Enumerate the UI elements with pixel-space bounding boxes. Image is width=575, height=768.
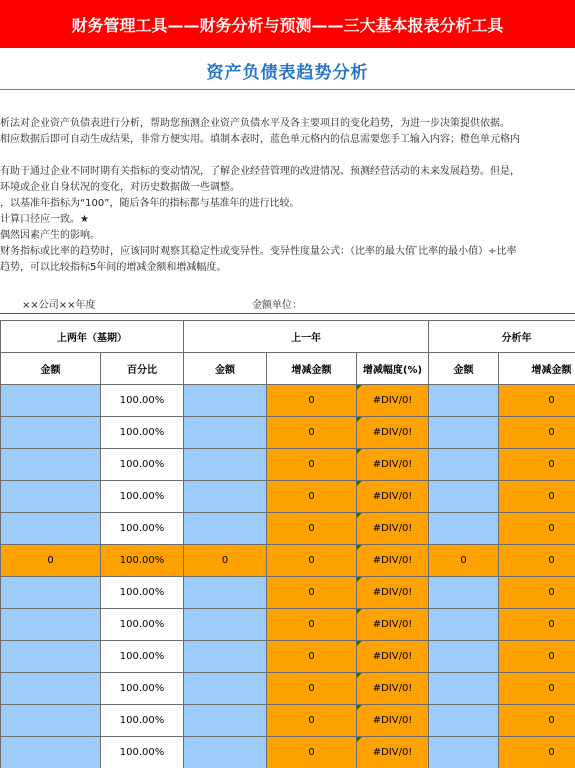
cell-amount-base[interactable]	[1, 737, 101, 768]
cell-amount-analysis[interactable]	[429, 705, 499, 737]
cell-change-prior[interactable]: 0	[267, 481, 357, 513]
group-header-prior-year: 上一年	[184, 321, 429, 353]
cell-percent-base[interactable]: 100.00%	[101, 705, 184, 737]
cell-amount-analysis[interactable]	[429, 673, 499, 705]
table-row	[1, 449, 575, 481]
cell-percent-base[interactable]: 100.00%	[101, 449, 184, 481]
cell-amount-analysis[interactable]	[429, 609, 499, 641]
note-line-8: 偶然因素产生的影响。	[0, 230, 100, 241]
cell-percent-base[interactable]: 100.00%	[101, 641, 184, 673]
cell-change-prior[interactable]: 0	[267, 577, 357, 609]
col-header-change-rate-prior: 增减幅度(%)	[357, 353, 429, 385]
cell-amount-base[interactable]	[1, 577, 101, 609]
cell-change-rate-prior[interactable]: #DIV/0!	[357, 641, 429, 673]
cell-amount-prior[interactable]	[184, 737, 267, 768]
cell-percent-base[interactable]: 100.00%	[101, 673, 184, 705]
group-header-row	[1, 321, 575, 353]
cell-change-analysis[interactable]: 0	[499, 705, 575, 737]
note-line-7: 计算口径应一致。★	[0, 214, 89, 225]
cell-change-analysis[interactable]: 0	[499, 673, 575, 705]
cell-change-prior[interactable]: 0	[267, 673, 357, 705]
cell-change-analysis[interactable]: 0	[499, 737, 575, 768]
cell-amount-analysis[interactable]	[429, 449, 499, 481]
cell-percent-base[interactable]: 100.00%	[101, 577, 184, 609]
cell-change-analysis[interactable]: 0	[499, 577, 575, 609]
cell-amount-base[interactable]	[1, 673, 101, 705]
cell-percent-base[interactable]: 100.00%	[101, 737, 184, 768]
cell-change-rate-prior[interactable]: #DIV/0!	[357, 545, 429, 577]
note-line-10: 趋势，可以比较指标5年间的增减金额和增减幅度。	[0, 262, 227, 273]
cell-amount-base[interactable]	[1, 385, 101, 417]
cell-amount-prior[interactable]	[184, 577, 267, 609]
cell-amount-prior[interactable]	[184, 417, 267, 449]
cell-change-analysis[interactable]: 0	[499, 513, 575, 545]
cell-change-prior[interactable]: 0	[267, 641, 357, 673]
column-header-row	[1, 353, 575, 385]
cell-amount-base[interactable]	[1, 705, 101, 737]
cell-change-analysis[interactable]: 0	[499, 641, 575, 673]
cell-percent-base[interactable]: 100.00%	[101, 417, 184, 449]
note-line-5: 环境或企业自身状况的变化，对历史数据做一些调整。	[0, 182, 240, 193]
cell-change-rate-prior[interactable]: #DIV/0!	[357, 417, 429, 449]
cell-amount-base[interactable]	[1, 513, 101, 545]
trend-analysis-table	[0, 320, 575, 768]
cell-percent-base[interactable]: 100.00%	[101, 385, 184, 417]
note-line-6: ，以基准年指标为“100”，随后各年的指标都与基准年的进行比较。	[0, 198, 300, 209]
amount-unit-label: 金额单位：	[252, 300, 302, 311]
cell-percent-base[interactable]: 100.00%	[101, 481, 184, 513]
group-header-base-year: 上两年（基期）	[1, 321, 184, 353]
cell-change-rate-prior[interactable]: #DIV/0!	[357, 481, 429, 513]
cell-amount-prior[interactable]	[184, 449, 267, 481]
table-row	[1, 513, 575, 545]
table-row	[1, 385, 575, 417]
title-row	[0, 48, 575, 92]
note-line-2: 相应数据后即可自动生成结果，非常方便实用。填制本表时，蓝色单元格内的信息需要您手工输入内容；橙色单元格内	[0, 134, 520, 145]
cell-amount-prior[interactable]	[184, 609, 267, 641]
cell-amount-base[interactable]	[1, 449, 101, 481]
company-year-label: ××公司××年度	[22, 300, 96, 311]
cell-change-rate-prior[interactable]: #DIV/0!	[357, 705, 429, 737]
meta-divider	[0, 313, 575, 314]
cell-amount-base[interactable]	[1, 641, 101, 673]
cell-change-analysis[interactable]: 0	[499, 449, 575, 481]
cell-amount-analysis[interactable]	[429, 577, 499, 609]
group-header-analysis-year: 分析年	[429, 321, 575, 353]
cell-amount-analysis[interactable]	[429, 513, 499, 545]
note-line-4: 有助于通过企业不同时期有关指标的变动情况，了解企业经营管理的改进情况、预测经营活动的未来发展趋势。但是，	[0, 166, 520, 177]
cell-amount-analysis[interactable]	[429, 385, 499, 417]
col-header-amount-base: 金额	[1, 353, 101, 385]
cell-change-rate-prior[interactable]: #DIV/0!	[357, 737, 429, 768]
cell-amount-prior[interactable]: 0	[184, 545, 267, 577]
table-row	[1, 705, 575, 737]
cell-amount-analysis[interactable]	[429, 481, 499, 513]
cell-change-prior[interactable]: 0	[267, 705, 357, 737]
table-row	[1, 609, 575, 641]
cell-amount-prior[interactable]	[184, 705, 267, 737]
cell-amount-prior[interactable]	[184, 641, 267, 673]
banner-text: 财务管理工具——财务分析与预测——三大基本报表分析工具	[71, 15, 504, 35]
cell-change-analysis[interactable]: 0	[499, 481, 575, 513]
cell-amount-analysis[interactable]	[429, 641, 499, 673]
table-row	[1, 417, 575, 449]
col-header-change-analysis: 增减金额	[499, 353, 575, 385]
note-line-1: 析法对企业资产负债表进行分析，帮助您预测企业资产负债水平及各主要项目的变化趋势，为进一步决策提供依据。	[0, 118, 510, 129]
cell-amount-base[interactable]	[1, 609, 101, 641]
tool-banner	[0, 0, 575, 48]
cell-change-prior[interactable]: 0	[267, 545, 357, 577]
cell-change-prior[interactable]: 0	[267, 513, 357, 545]
cell-change-analysis[interactable]: 0	[499, 417, 575, 449]
cell-change-prior[interactable]: 0	[267, 385, 357, 417]
title-divider	[0, 89, 575, 90]
cell-change-rate-prior[interactable]: #DIV/0!	[357, 577, 429, 609]
cell-amount-base[interactable]	[1, 417, 101, 449]
cell-change-analysis[interactable]: 0	[499, 385, 575, 417]
table-row	[1, 673, 575, 705]
subtotal-row	[1, 545, 575, 577]
cell-change-analysis[interactable]: 0	[499, 545, 575, 577]
cell-amount-prior[interactable]	[184, 673, 267, 705]
cell-amount-analysis[interactable]	[429, 737, 499, 768]
note-line-3	[0, 148, 575, 164]
note-line-9: 财务指标或比率的趋势时，应该同时观察其稳定性或变异性。变异性度量公式：（比率的最大值 ̄比率的最小值）÷比率	[0, 246, 517, 257]
col-header-percent-base: 百分比	[101, 353, 184, 385]
table-row	[1, 577, 575, 609]
cell-change-rate-prior[interactable]: #DIV/0!	[357, 609, 429, 641]
cell-amount-prior[interactable]	[184, 481, 267, 513]
cell-amount-analysis[interactable]: 0	[429, 545, 499, 577]
cell-percent-base[interactable]: 100.00%	[101, 545, 184, 577]
cell-amount-base[interactable]: 0	[1, 545, 101, 577]
page-title: 资产负债表趋势分析	[206, 62, 369, 83]
cell-amount-analysis[interactable]	[429, 417, 499, 449]
cell-change-rate-prior[interactable]: #DIV/0!	[357, 673, 429, 705]
table-row	[1, 641, 575, 673]
cell-change-prior[interactable]: 0	[267, 449, 357, 481]
cell-change-analysis[interactable]: 0	[499, 609, 575, 641]
cell-change-prior[interactable]: 0	[267, 737, 357, 768]
cell-percent-base[interactable]: 100.00%	[101, 513, 184, 545]
cell-amount-prior[interactable]	[184, 513, 267, 545]
cell-change-prior[interactable]: 0	[267, 417, 357, 449]
col-header-amount-analysis: 金额	[429, 353, 499, 385]
cell-change-rate-prior[interactable]: #DIV/0!	[357, 513, 429, 545]
cell-change-rate-prior[interactable]: #DIV/0!	[357, 449, 429, 481]
table-row	[1, 737, 575, 768]
col-header-change-prior: 增减金额	[267, 353, 357, 385]
cell-percent-base[interactable]: 100.00%	[101, 609, 184, 641]
table-row	[1, 481, 575, 513]
cell-amount-base[interactable]	[1, 481, 101, 513]
cell-change-rate-prior[interactable]: #DIV/0!	[357, 385, 429, 417]
cell-amount-prior[interactable]	[184, 385, 267, 417]
cell-change-prior[interactable]: 0	[267, 609, 357, 641]
col-header-amount-prior: 金额	[184, 353, 267, 385]
